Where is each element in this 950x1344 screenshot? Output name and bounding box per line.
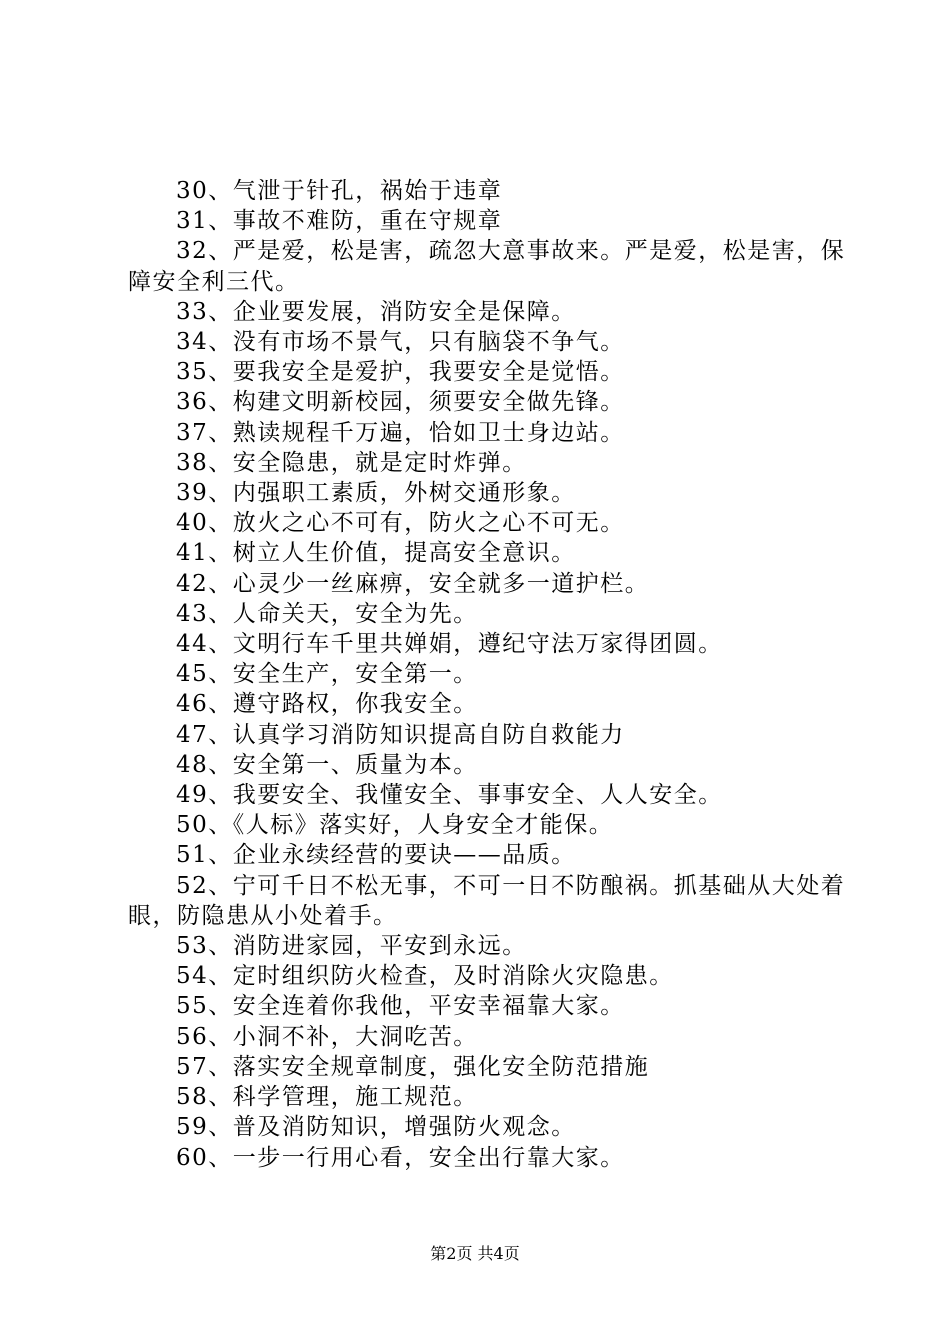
list-item: 36、构建文明新校园，须要安全做先锋。 xyxy=(176,389,625,416)
list-item: 37、熟读规程千万遍，恰如卫士身边站。 xyxy=(176,419,625,446)
list-item: 57、落实安全规章制度，强化安全防范措施 xyxy=(176,1053,650,1080)
list-item: 38、安全隐患，就是定时炸弹。 xyxy=(176,449,527,476)
list-item: 49、我要安全、我懂安全、事事安全、人人安全。 xyxy=(176,782,723,809)
list-item: 41、树立人生价值，提高安全意识。 xyxy=(176,540,576,567)
list-item: 42、心灵少一丝麻痹，安全就多一道护栏。 xyxy=(176,570,650,597)
list-item: 58、科学管理，施工规范。 xyxy=(176,1084,478,1111)
list-item: 44、文明行车千里共婵娟，遵纪守法万家得团圆。 xyxy=(176,631,723,658)
list-item: 48、安全第一、质量为本。 xyxy=(176,751,478,778)
list-item: 47、认真学习消防知识提高自防自救能力 xyxy=(176,721,625,748)
list-item: 40、放火之心不可有，防火之心不可无。 xyxy=(176,510,625,537)
list-item: 39、内强职工素质，外树交通形象。 xyxy=(176,480,576,507)
list-item: 46、遵守路权，你我安全。 xyxy=(176,691,478,718)
list-item: 33、企业要发展，消防安全是保障。 xyxy=(176,298,576,325)
list-item: 45、安全生产，安全第一。 xyxy=(176,661,478,688)
list-item: 56、小洞不补，大洞吃苦。 xyxy=(176,1023,478,1050)
list-item: 32、严是爱，松是害，疏忽大意事故来。严是爱，松是害，保障安全利三代。 xyxy=(128,238,846,295)
list-item: 43、人命关天，安全为先。 xyxy=(176,600,478,627)
list-item: 54、定时组织防火检查，及时消除火灾隐患。 xyxy=(176,963,674,990)
list-item: 34、没有市场不景气，只有脑袋不争气。 xyxy=(176,329,625,356)
list-item: 50、《人标》落实好，人身安全才能保。 xyxy=(176,812,614,839)
list-item: 60、一步一行用心看，安全出行靠大家。 xyxy=(176,1144,625,1171)
list-item: 55、安全连着你我他，平安幸福靠大家。 xyxy=(176,993,625,1020)
list-item: 31、事故不难防，重在守规章 xyxy=(176,208,503,235)
list-item: 30、气泄于针孔，祸始于违章 xyxy=(176,178,503,204)
list-item: 59、普及消防知识，增强防火观念。 xyxy=(176,1114,576,1141)
list-item: 35、要我安全是爱护，我要安全是觉悟。 xyxy=(176,359,625,386)
list-item: 51、企业永续经营的要诀——品质。 xyxy=(176,842,576,869)
list-item: 52、宁可千日不松无事，不可一日不防酿祸。抓基础从大处着眼，防隐患从小处着手。 xyxy=(128,872,846,929)
list-item: 53、消防进家园，平安到永远。 xyxy=(176,933,527,960)
page-number-footer: 第2页 共4页 xyxy=(430,1244,520,1263)
slogan-list xyxy=(128,176,850,1173)
